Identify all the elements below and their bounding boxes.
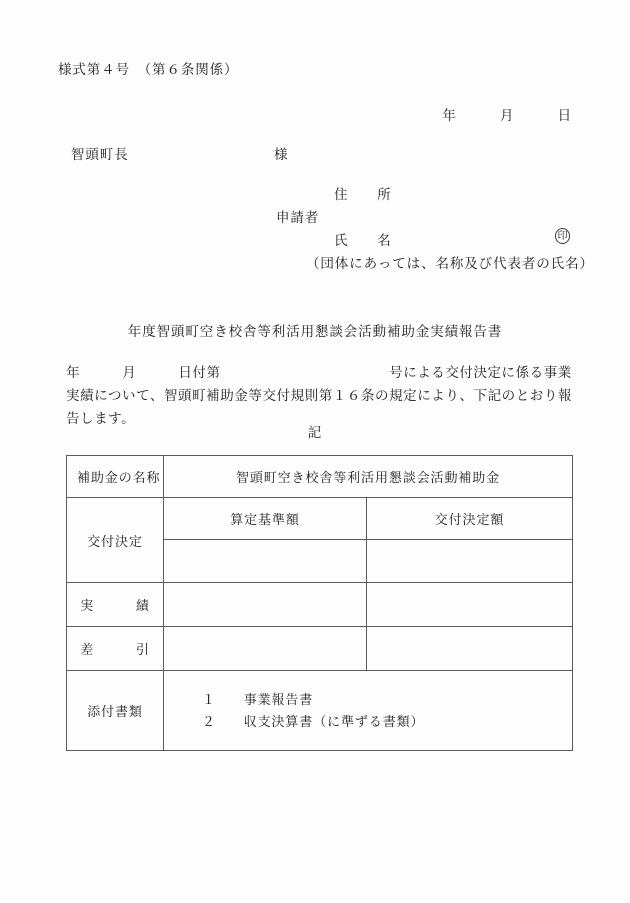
cell-decision-label: 交付決定: [67, 498, 164, 583]
body-paragraph: [66, 361, 572, 430]
report-table: [66, 455, 573, 751]
attachment-list: [174, 683, 562, 739]
cell-decision-basis-value[interactable]: [164, 540, 367, 583]
table-row-difference: [67, 627, 573, 671]
cell-difference-amount-value[interactable]: [367, 627, 573, 671]
table-row-actual: [67, 583, 573, 627]
cell-attachments-label: 添付書類: [67, 671, 164, 751]
page-title: 年度智頭町空き校舎等利活用懇談会活動補助金実績報告書: [127, 324, 503, 339]
cell-basis-amount-header: 算定基準額: [164, 498, 367, 540]
table-row-subsidy-name: [67, 456, 573, 498]
applicant-name-label: 氏 名: [334, 233, 392, 248]
applicant-address-label: 住 所: [334, 187, 392, 202]
addressee-honorific: 様: [274, 147, 289, 162]
list-item: ２ 収支決算書（に準ずる書類）: [202, 713, 425, 729]
list-item: １ 事業報告書: [202, 691, 314, 707]
cell-subsidy-name-value: 智頭町空き校舎等利活用懇談会活動補助金: [164, 456, 573, 498]
addressee-name: 智頭町長: [71, 147, 129, 162]
cell-difference-label: 差 引: [67, 627, 164, 671]
cell-attachments-value: [164, 671, 573, 751]
table-row-attachments: [67, 671, 573, 751]
date-line: 年 月 日: [442, 108, 572, 123]
seal-icon: 印: [555, 228, 570, 244]
cell-decision-amount-header: 交付決定額: [367, 498, 573, 540]
ki-marker: 記: [307, 425, 323, 440]
table-row-decision-header: [67, 498, 573, 540]
cell-subsidy-name-label: 補助金の名称: [67, 456, 164, 498]
applicant-label: 申請者: [276, 210, 320, 225]
applicant-rows: [276, 183, 594, 271]
applicant-note: （団体にあっては、名称及び代表者の氏名）: [306, 256, 594, 271]
cell-actual-amount-value[interactable]: [367, 583, 573, 627]
body-line-1: 年 月 日付第 号による交付決定に係る事業: [66, 365, 572, 380]
form-number: 様式第４号 （第６条関係）: [58, 62, 239, 77]
cell-decision-amount-value[interactable]: [367, 540, 573, 583]
cell-difference-basis-value[interactable]: [164, 627, 367, 671]
cell-actual-basis-value[interactable]: [164, 583, 367, 627]
cell-actual-label: 実 績: [67, 583, 164, 627]
applicant-block: [276, 183, 594, 271]
body-line-2: 実績について、智頭町補助金等交付規則第１６条の規定により、下記のとおり報告します。: [66, 388, 572, 426]
